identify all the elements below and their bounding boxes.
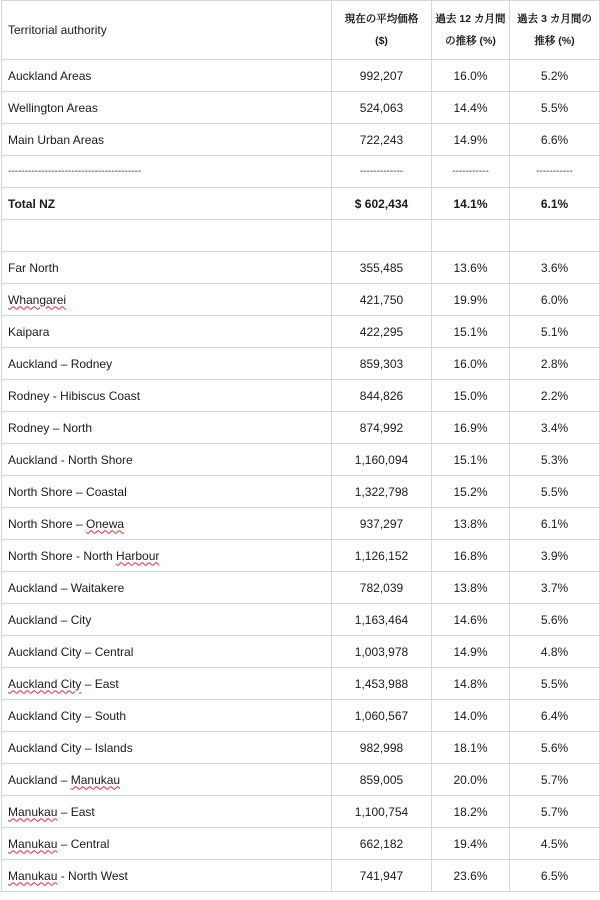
row-name [2,284,332,316]
table-row [2,412,600,444]
table-row [2,444,600,476]
empty-cell [432,220,510,252]
header-3-month-line2: 推移 (%) [534,35,575,47]
header-row [2,1,600,60]
spellcheck-word: Manukau [70,772,121,787]
row-price: 421,750 [332,284,432,316]
row-change-12m: 19.9% [432,284,510,316]
total-row [2,188,600,220]
total-price: $ 602,434 [332,188,432,220]
row-price: 1,163,464 [332,604,432,636]
row-change-12m: 14.9% [432,124,510,156]
row-change-12m: 14.9% [432,636,510,668]
spacer-row [2,220,600,252]
price-table-container [1,0,599,892]
row-name: Auckland Areas [2,60,332,92]
row-name: Main Urban Areas [2,124,332,156]
spellcheck-word: Manukau [8,868,58,883]
row-change-3m: 6.6% [510,124,600,156]
table-row [2,572,600,604]
spellcheck-word: Auckland City [8,676,82,691]
table-row [2,380,600,412]
row-name: North Shore - North Harbour [2,540,332,572]
spellcheck-word: Manukau [8,804,58,819]
row-change-12m: 13.8% [432,508,510,540]
row-name: Auckland – City [2,604,332,636]
summary-row [2,124,600,156]
row-change-3m: 5.2% [510,60,600,92]
row-name: Manukau - North West [2,860,332,892]
row-change-3m: 5.5% [510,476,600,508]
row-price: 524,063 [332,92,432,124]
table-row [2,700,600,732]
table-row [2,668,600,700]
empty-cell [2,220,332,252]
row-name: Auckland – Manukau [2,764,332,796]
row-change-3m: 6.4% [510,700,600,732]
row-price: 1,003,978 [332,636,432,668]
header-territorial-authority: Territorial authority [2,1,332,60]
row-change-12m: 18.1% [432,732,510,764]
row-name: Auckland City – East [2,668,332,700]
header-3-month-change [510,1,600,60]
table-row [2,636,600,668]
row-change-3m: 5.7% [510,764,600,796]
summary-row [2,92,600,124]
header-12-month-line1: 過去 12 カ月間 [435,13,506,25]
row-change-3m: 4.8% [510,636,600,668]
row-change-12m: 14.0% [432,700,510,732]
header-average-price-line1: 現在の平均価格 [344,13,419,25]
separator-cell: ------------- [332,156,432,188]
header-average-price-line2: ($) [375,35,388,47]
table-row [2,284,600,316]
row-change-3m: 3.9% [510,540,600,572]
row-change-12m: 15.1% [432,316,510,348]
table-row [2,540,600,572]
table-row [2,476,600,508]
row-name: Auckland City – South [2,700,332,732]
table-body [2,1,600,892]
row-price: 874,992 [332,412,432,444]
row-change-12m: 14.8% [432,668,510,700]
row-name: Auckland – Rodney [2,348,332,380]
row-change-12m: 16.0% [432,60,510,92]
row-change-3m: 5.3% [510,444,600,476]
row-change-3m: 5.5% [510,92,600,124]
row-name: Far North [2,252,332,284]
row-change-12m: 16.0% [432,348,510,380]
row-change-3m: 2.8% [510,348,600,380]
row-price: 722,243 [332,124,432,156]
table-row [2,316,600,348]
row-name: Auckland City – Central [2,636,332,668]
row-name: North Shore – Onewa [2,508,332,540]
table-row [2,252,600,284]
row-price: 937,297 [332,508,432,540]
table-row [2,796,600,828]
spellcheck-word: Onewa [86,516,125,531]
row-change-12m: 18.2% [432,796,510,828]
row-price: 859,303 [332,348,432,380]
row-change-3m: 3.6% [510,252,600,284]
row-name: Auckland City – Islands [2,732,332,764]
row-price: 1,160,094 [332,444,432,476]
house-price-table [1,0,600,892]
table-row [2,508,600,540]
row-price: 1,060,567 [332,700,432,732]
row-change-12m: 19.4% [432,828,510,860]
row-name: Auckland – Waitakere [2,572,332,604]
row-change-3m: 6.5% [510,860,600,892]
row-change-3m: 4.5% [510,828,600,860]
row-change-12m: 16.8% [432,540,510,572]
total-change-12m: 14.1% [432,188,510,220]
header-12-month-change [432,1,510,60]
row-price: 844,826 [332,380,432,412]
row-price: 1,100,754 [332,796,432,828]
row-change-12m: 13.6% [432,252,510,284]
header-average-price [332,1,432,60]
row-change-3m: 5.5% [510,668,600,700]
row-price: 422,295 [332,316,432,348]
row-price: 355,485 [332,252,432,284]
row-price: 982,998 [332,732,432,764]
row-name: Rodney – North [2,412,332,444]
row-change-3m: 5.6% [510,604,600,636]
row-name: Manukau – East [2,796,332,828]
header-3-month-line1: 過去 3 カ月間の [517,13,592,25]
row-name: Auckland - North Shore [2,444,332,476]
row-change-3m: 6.0% [510,284,600,316]
row-price: 1,322,798 [332,476,432,508]
row-change-12m: 15.2% [432,476,510,508]
row-price: 1,453,988 [332,668,432,700]
row-change-3m: 5.6% [510,732,600,764]
row-change-3m: 2.2% [510,380,600,412]
row-name: Rodney - Hibiscus Coast [2,380,332,412]
row-change-12m: 20.0% [432,764,510,796]
row-name: Wellington Areas [2,92,332,124]
row-change-3m: 6.1% [510,508,600,540]
row-change-3m: 5.7% [510,796,600,828]
row-change-12m: 16.9% [432,412,510,444]
table-row [2,828,600,860]
row-price: 992,207 [332,60,432,92]
table-row [2,860,600,892]
separator-cell: ---------------------------------------- [2,156,332,188]
separator-row [2,156,600,188]
row-name: North Shore – Coastal [2,476,332,508]
row-change-12m: 14.6% [432,604,510,636]
row-price: 859,005 [332,764,432,796]
total-name: Total NZ [2,188,332,220]
table-row [2,732,600,764]
row-change-12m: 15.1% [432,444,510,476]
row-price: 662,182 [332,828,432,860]
table-row [2,348,600,380]
table-row [2,604,600,636]
spellcheck-word: Manukau [8,836,58,851]
separator-cell: ----------- [510,156,600,188]
summary-row [2,60,600,92]
row-name: Kaipara [2,316,332,348]
total-change-3m: 6.1% [510,188,600,220]
row-change-3m: 3.4% [510,412,600,444]
separator-cell: ----------- [432,156,510,188]
row-change-12m: 15.0% [432,380,510,412]
row-price: 741,947 [332,860,432,892]
row-change-12m: 23.6% [432,860,510,892]
row-change-12m: 14.4% [432,92,510,124]
empty-cell [510,220,600,252]
row-change-12m: 13.8% [432,572,510,604]
spellcheck-word: Harbour [116,548,160,563]
row-change-3m: 5.1% [510,316,600,348]
row-price: 782,039 [332,572,432,604]
row-name: Manukau – Central [2,828,332,860]
table-row [2,764,600,796]
row-price: 1,126,152 [332,540,432,572]
header-12-month-line2: の推移 (%) [445,35,496,47]
row-change-3m: 3.7% [510,572,600,604]
empty-cell [332,220,432,252]
spellcheck-word: Whangarei [8,292,67,307]
